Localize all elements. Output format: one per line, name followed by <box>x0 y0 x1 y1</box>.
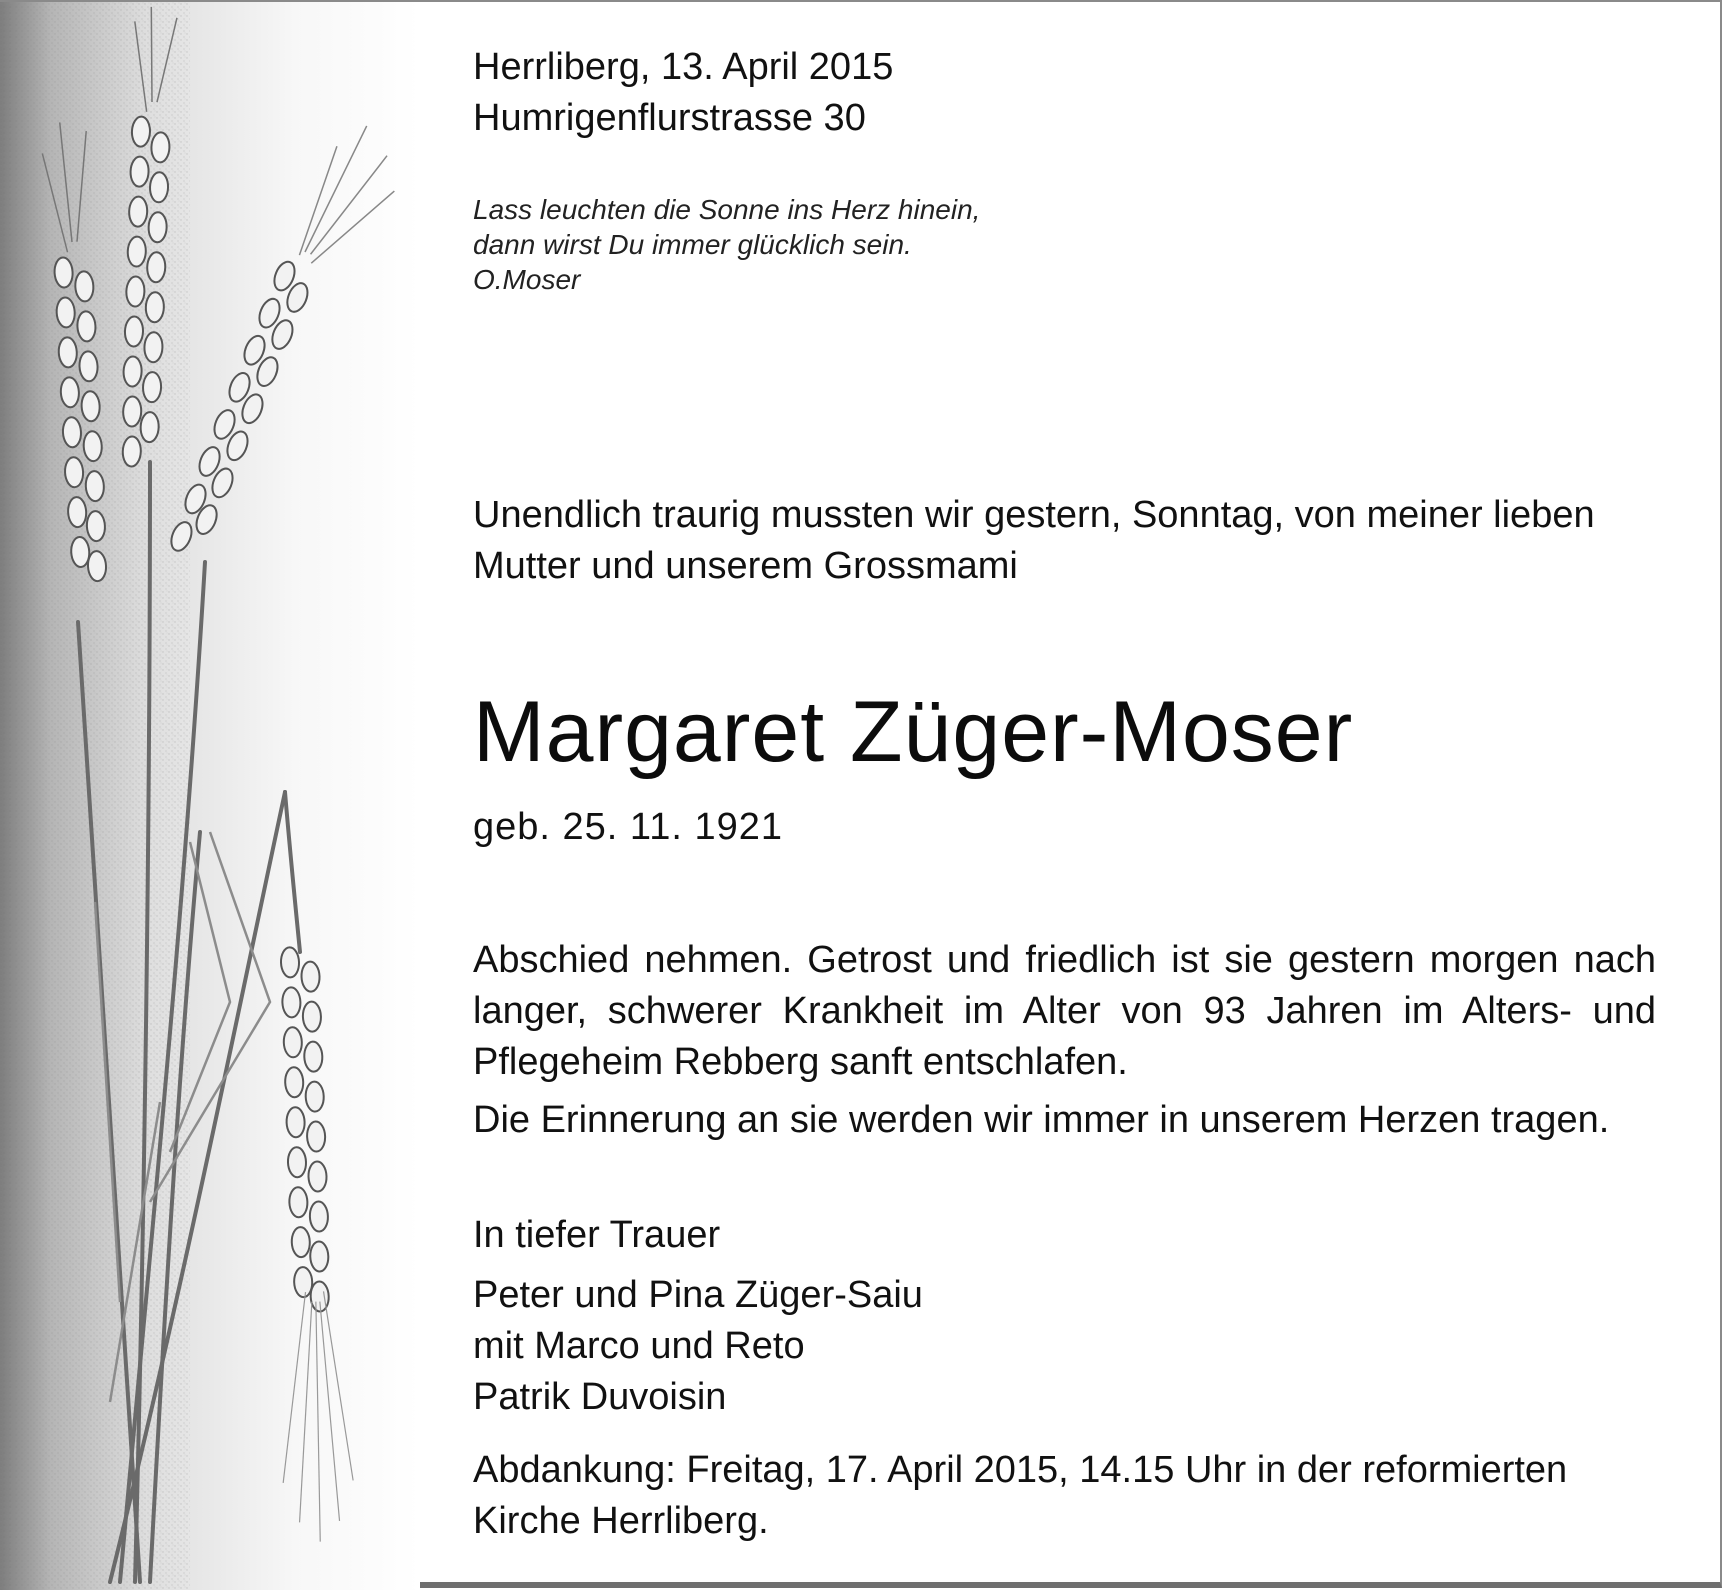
mourner-name: Peter und Pina Züger-Saiu <box>473 1274 923 1316</box>
mourner-name: Patrik Duvoisin <box>473 1376 727 1418</box>
place-date: Herrliberg, 13. April 2015 <box>473 46 894 88</box>
birth-date: geb. 25. 11. 1921 <box>473 806 783 848</box>
mourner-name: mit Marco und Reto <box>473 1325 805 1367</box>
address: Humrigenflurstrasse 30 <box>473 97 866 139</box>
body-paragraph-1: Abschied nehmen. Getrost und friedlich ist sie gestern morgen nach langer, schwerer Krankheit im Alter von 93 Jahren im Alters- und Pflegeheim Rebberg sanft entschlafen. <box>473 939 1656 1083</box>
mourning-heading: In tiefer Trauer <box>473 1214 721 1256</box>
funeral-info: Abdankung: Freitag, 17. April 2015, 14.15 Uhr in der reformierten Kirche Herrliberg. <box>473 1449 1568 1542</box>
wheat-illustration <box>0 2 420 1590</box>
intro-line-1: Unendlich traurig mussten wir gestern, Sonntag, von meiner lieben <box>473 494 1595 536</box>
body-paragraph-2: Die Erinnerung an sie werden wir immer in unserem Herzen tragen. <box>473 1099 1610 1141</box>
header <box>473 42 1656 144</box>
intro <box>473 490 1595 592</box>
deceased-name: Margaret Züger-Moser <box>473 684 1354 780</box>
notice-text <box>473 42 1656 1542</box>
quote-line-1: Lass leuchten die Sonne ins Herz hinein, <box>473 194 981 225</box>
quote-line-2: dann wirst Du immer glücklich sein. <box>473 229 912 260</box>
mourners-list <box>473 1270 923 1423</box>
quote <box>473 192 1656 297</box>
quote-author: O.Moser <box>473 264 581 295</box>
intro-line-2: Mutter und unserem Grossmami <box>473 545 1018 587</box>
